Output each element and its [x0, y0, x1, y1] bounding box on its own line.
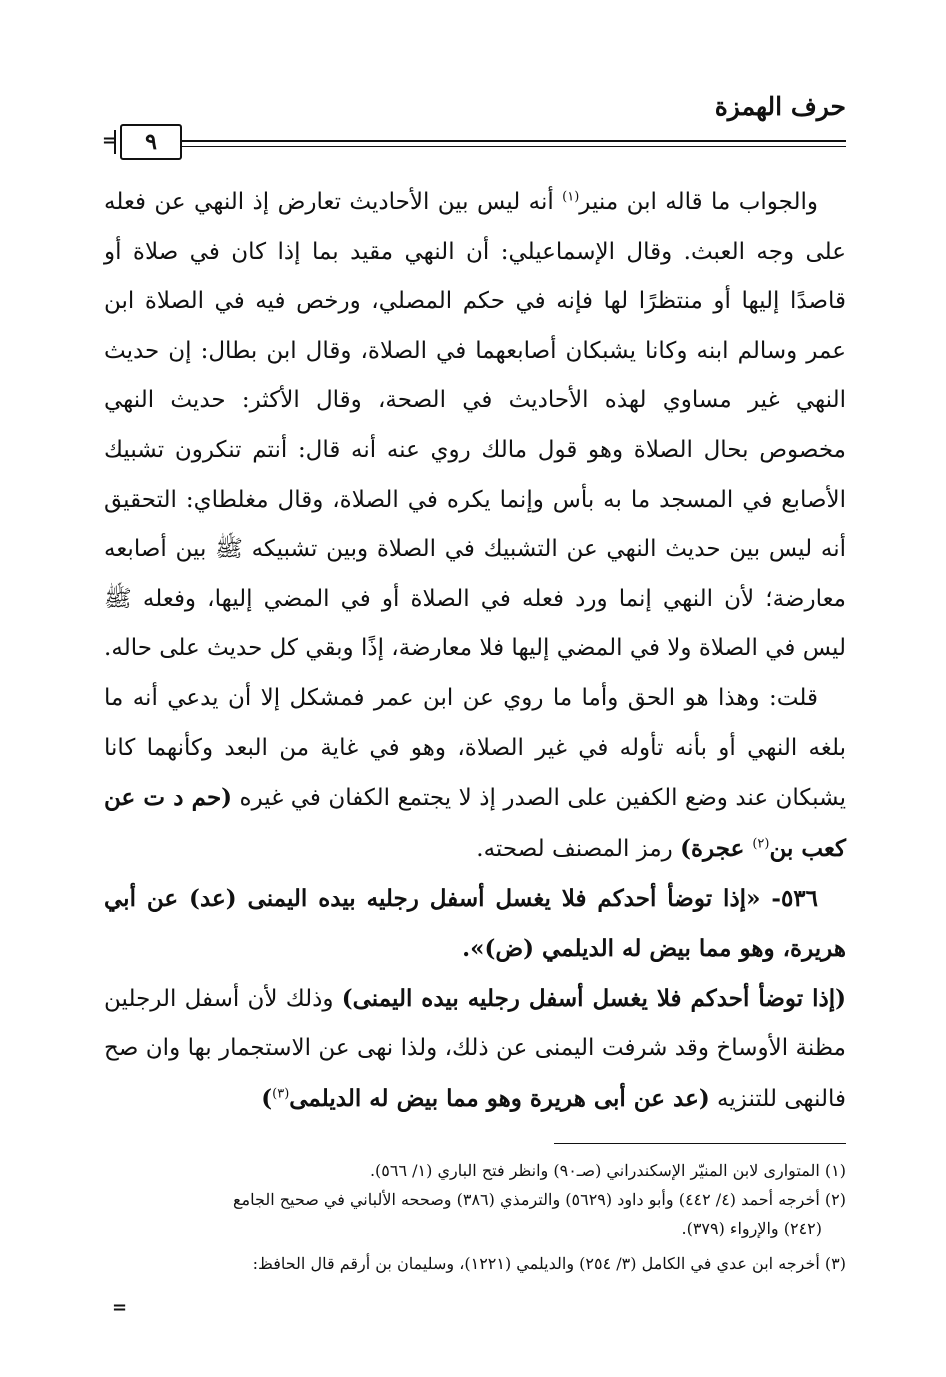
paragraph-2-end: رمز المصنف لصحته. [476, 835, 681, 862]
paragraph-4-quote: (إذا توضأ أحدكم فلا يغسل أسفل رجليه بيده اليمنى) [341, 984, 846, 1012]
paragraph-4-close: ) [261, 1084, 273, 1112]
paragraph-2-source-end: عجرة) [680, 834, 753, 862]
hadith-536: ٥٣٦- «إذا توضأ أحدكم فلا يغسل أسفل رجليه بيده اليمنى (عد) عن أبي هريرة، وهو مما بيض له الديلمي (ض)». [104, 885, 846, 962]
running-title: حرف الهمزة [714, 92, 846, 121]
header-left-mark: = [102, 130, 118, 151]
paragraph-4-text: وذلك لأن أسفل الرجلين مظنة الأوساخ وقد شرفت اليمنى عن ذلك، ولذا نهى عن الاستجمار بها وان صح فالنهى للتنزيه [104, 985, 846, 1112]
paragraph-1 [104, 178, 846, 674]
footnote-2-continued: (٢٤٢) والإرواء (٣٧٩). [681, 1219, 822, 1238]
paragraph-4 [104, 974, 846, 1125]
paragraph-4-source: (عد عن أبى هريرة وهو مما بيض له الديلمى [289, 1084, 710, 1112]
main-text [104, 178, 846, 1124]
continuation-mark: = [112, 1297, 128, 1318]
paragraph-2-text: قلت: وهذا هو الحق وأما ما روي عن ابن عمر فمشكل إلا أن يدعي أنه ما بلغه النهي أو بأنه تأوله في غير الصلاة، وهو في غاية من البعد وكأنهما كانا يشبكان عند وضع الكفين على الصدر إذ لا يجتمع الكفان في غيره [104, 684, 846, 812]
header-rule [182, 140, 846, 147]
footnotes [104, 1156, 846, 1278]
footnote-ref-3: (٣) [272, 1086, 290, 1102]
footnote-3: (٣) أخرجه ابن عدي في الكامل (٣/ ٢٥٤) والديلمي (١٢٢١)، وسليمان بن أرقم قال الحافظ: [252, 1254, 846, 1273]
footnote-rule [554, 1143, 846, 1144]
paragraph-2 [104, 674, 846, 874]
footnote-2: (٢) أخرجه أحمد (٤/ ٤٤٢) وأبو داود (٥٦٢٩) والترمذي (٣٨٦) وصححه الألباني في صحيح الجامع [233, 1190, 846, 1209]
paragraph-2-source: (حم د ت عن كعب بن [104, 784, 846, 862]
paragraph-1-start: والجواب ما قاله ابن منير [579, 189, 818, 215]
footnote-1: (١) المتوارى لابن المنيّر الإسكندراني (صـ٩٠) وانظر فتح الباري (١/ ٥٦٦). [369, 1161, 846, 1180]
footnote-ref-2: (٢) [752, 836, 770, 852]
page-number: ٩ [120, 124, 182, 160]
footnote-ref-1: (١) [562, 189, 580, 205]
paragraph-1-rest: أنه ليس بين الأحاديث تعارض إذ النهي عن فعله على وجه العبث. وقال الإسماعيلي: أن النهي مقيد بما إذا كان في صلاة أو قاصدًا إليها أو منتظرًا لها فإنه في حكم المصلي، ورخص فيه في الصلاة ابن عمر وسالم ابنه وكانا يشبكان أصابعهما في الصلاة، وقال ابن بطال: إن حديث النهي غير مساوي لهذه الأحاديث في الصحة، وقال الأكثر: حديث النهي مخصوص بحال الصلاة وهو قول مالك روي عنه أنه قال: أنتم تنكرون تشبيك الأصابع في المسجد ما به بأس وإنما يكره في الصلاة، وقال مغلطاي: التحقيق أنه ليس بين حديث النهي عن التشبيك في الصلاة وبين تشبيكه ﷺ بين أصابعه معارضة؛ لأن النهي إنما ورد فعله في الصلاة أو في المضي إليها، وفعله ﷺ ليس في الصلاة ولا في المضي إليها فلا معارضة، إذًا وبقي كل حديث على حاله. [104, 189, 846, 662]
